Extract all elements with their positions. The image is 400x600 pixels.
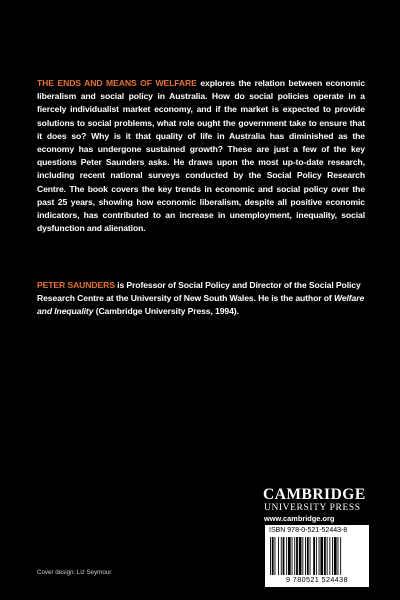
- barcode-number: 9 780521 524438: [286, 575, 348, 584]
- publisher-url: www.cambridge.org: [264, 514, 335, 523]
- author-other-book-details: (Cambridge University Press, 1994).: [95, 306, 239, 317]
- publisher-logo: [263, 487, 383, 524]
- cover-design-credit: Cover design: Liz Seymour: [37, 569, 112, 576]
- publisher-press: UNIVERSITY PRESS: [264, 503, 361, 513]
- barcode-label: [265, 525, 369, 587]
- author-other-book-title: Welfare and Inequality: [37, 293, 365, 317]
- publisher-name: CAMBRIDGE: [263, 486, 366, 503]
- barcode-bars: [269, 537, 365, 575]
- isbn-number: ISBN 978-0-521-52443-8: [269, 527, 348, 534]
- book-title: THE ENDS AND MEANS OF WELFARE: [37, 78, 197, 88]
- author-name: PETER SAUNDERS: [37, 280, 115, 290]
- author-bio: [37, 279, 365, 319]
- author-bio-text: is Professor of Social Policy and Director of the Social Policy Research Centre at the University of New South Wales. He is the author of: [37, 280, 361, 304]
- book-blurb: [37, 77, 365, 235]
- blurb-text: explores the relation between economic liberalism and social policy in Australia. How do social policies operate in a fiercely individualist market economy, and if the market is expected to provide solutions to social problems, what role ought the government take to ensure that it does so? Why is it that quality of life in Australia has diminished as the economy has undergone sustained growth? These are just a few of the key questions Peter Saunders asks. He draws upon the most up-to-date research, including recent national surveys conducted by the Social Policy Research Centre. The book covers the key trends in economic and social policy over the past 25 years, showing how economic liberalism, despite all positive economic indicators, has contributed to an increase in unemployment, inequality, social dysfunction and alienation.: [37, 78, 365, 234]
